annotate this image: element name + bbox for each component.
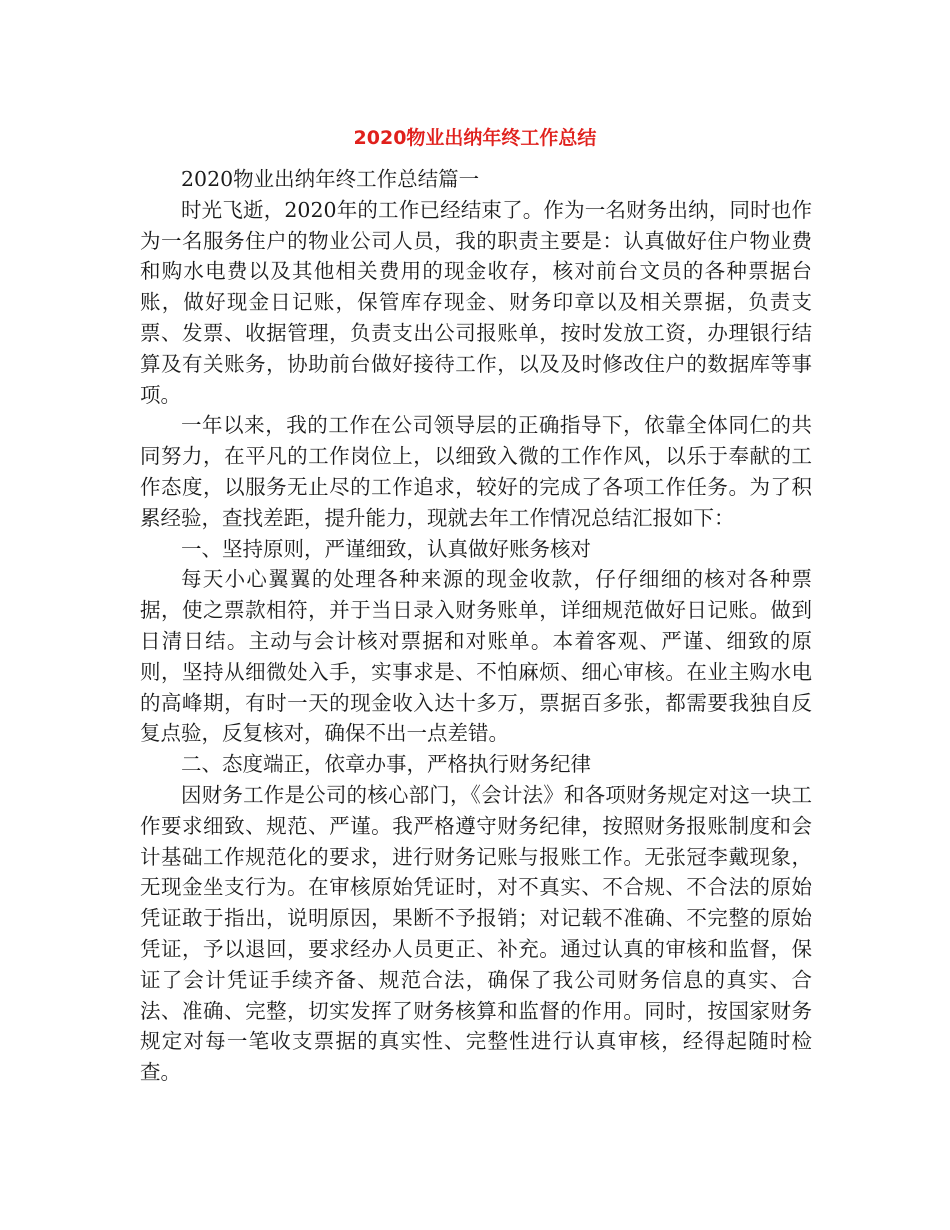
section-body-2: 因财务工作是公司的核心部门，《会计法》和各项财务规定对这一块工作要求细致、规范、严谨。我严格遵守财务纪律，按照财务报账制度和会计基础工作规范化的要求，进行财务记账与报账工作。无张冠李戴现象，无现金坐支行为。在审核原始凭证时，对不真实、不合规、不合法的原始凭证敢于指出，说明原因，果断不予报销；对记载不准确、不完整的原始凭证，予以退回，要求经办人员更正、补充。通过认真的审核和监督，保证了会计凭证手续齐备、规范合法，确保了我公司财务信息的真实、合法、准确、完整，切实发挥了财务核算和监督的作用。同时，按国家财务规定对每一笔收支票据的真实性、完整性进行认真审核，经得起随时检查。 xyxy=(140,782,812,1085)
section-body-1: 每天小心翼翼的处理各种来源的现金收款，仔仔细细的核对各种票据，使之票款相符，并于当日录入财务账单，详细规范做好日记账。做到日清日结。主动与会计核对票据和对账单。本着客观、严谨、细致的原则，坚持从细微处入手，实事求是、不怕麻烦、细心审核。在业主购水电的高峰期，有时一天的现金收入达十多万，票据百多张，都需要我独自反复点验，反复核对，确保不出一点差错。 xyxy=(140,567,812,746)
document-body xyxy=(140,164,812,1088)
section-heading-2: 二、态度端正，依章办事，严格执行财务纪律 xyxy=(181,752,591,777)
paragraph-overview: 一年以来，我的工作在公司领导层的正确指导下，依靠全体同仁的共同努力，在平凡的工作岗位上，以细致入微的工作作风，以乐于奉献的工作态度，以服务无止尽的工作追求，较好的完成了各项工作任务。为了积累经验，查找差距，提升能力，现就去年工作情况总结汇报如下： xyxy=(140,413,812,530)
document-title: 2020物业出纳年终工作总结 xyxy=(353,127,597,149)
section-heading-1: 一、坚持原则，严谨细致，认真做好账务核对 xyxy=(181,536,591,561)
article-subtitle: 2020物业出纳年终工作总结篇一 xyxy=(181,167,480,191)
paragraph-duties: 时光飞逝，2020年的工作已经结束了。作为一名财务出纳，同时也作为一名服务住户的物业公司人员，我的职责主要是：认真做好住户物业费和购水电费以及其他相关费用的现金收存，核对前台文员的各种票据台账，做好现金日记账，保管库存现金、财务印章以及相关票据，负责支票、发票、收据管理，负责支出公司报账单，按时发放工资，办理银行结算及有关账务，协助前台做好接待工作，以及及时修改住户的数据库等事项。 xyxy=(140,197,812,407)
